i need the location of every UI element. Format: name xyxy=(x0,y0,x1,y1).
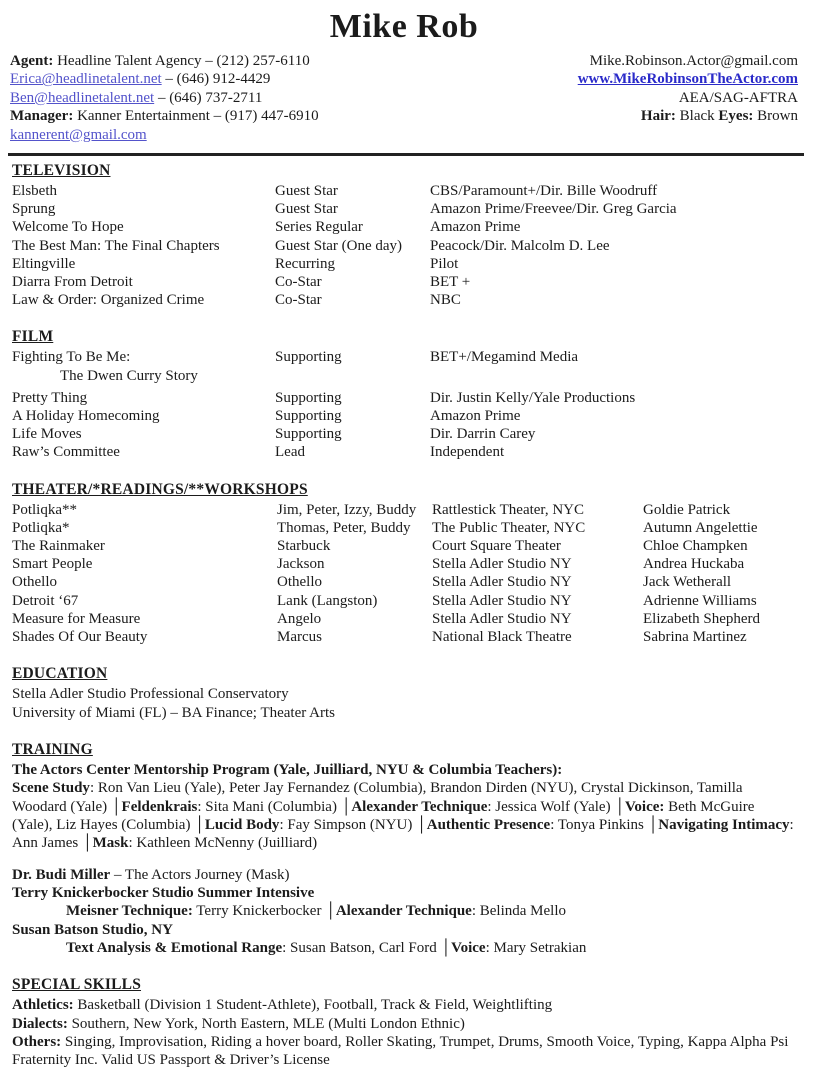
athletics-text: Basketball (Division 1 Student-Athlete), Football, Track & Field, Weightlifting xyxy=(73,997,553,1014)
section-special-skills xyxy=(10,976,798,1070)
theater-role: Jackson xyxy=(277,556,325,573)
theater-role: Angelo xyxy=(277,610,322,627)
manager-line xyxy=(10,107,319,125)
film-studio: Dir. Justin Kelly/Yale Productions xyxy=(430,389,636,406)
film-studio: Amazon Prime xyxy=(430,408,521,425)
theater-heading: THEATER/*READINGS/**WORKSHOPS xyxy=(12,480,308,498)
theater-director: Goldie Patrick xyxy=(643,501,731,518)
tv-row xyxy=(10,255,798,273)
theater-title: Shades Of Our Beauty xyxy=(12,629,148,646)
others-line xyxy=(10,1033,798,1070)
agent-email-line xyxy=(10,70,319,88)
header-divider xyxy=(8,153,804,156)
film-role: Lead xyxy=(275,444,305,461)
section-education xyxy=(10,665,798,721)
athletics-line xyxy=(10,996,798,1014)
tv-title: Elsbeth xyxy=(12,183,57,200)
training-label: Authentic Presence xyxy=(426,816,551,833)
training-text: : Kathleen McNenny (Juilliard) xyxy=(128,835,318,852)
tv-title: The Best Man: The Final Chapters xyxy=(12,237,220,254)
film-studio: BET+/Megamind Media xyxy=(430,349,579,366)
training-label: Lucid Body xyxy=(204,816,280,833)
theater-director: Chloe Champken xyxy=(643,538,748,555)
section-theater xyxy=(10,481,798,647)
theater-venue: Stella Adler Studio NY xyxy=(432,592,572,609)
eyes-value: Brown xyxy=(753,108,798,125)
tv-row xyxy=(10,200,798,218)
training-program-title: The Actors Center Mentorship Program (Yale, Juilliard, NYU & Columbia Teachers): xyxy=(12,761,563,778)
alexander-label: Alexander Technique xyxy=(335,903,472,920)
tv-role: Co-Star xyxy=(275,292,322,309)
voice-text: : Mary Setrakian xyxy=(485,939,587,956)
section-training xyxy=(10,741,798,957)
training-text: : Fay Simpson (NYU) │ xyxy=(279,816,427,833)
tv-row xyxy=(10,182,798,200)
manager-label: Manager: xyxy=(10,108,74,125)
meisner-text: Terry Knickerbocker │ xyxy=(192,903,336,920)
training-label: Alexander Technique xyxy=(351,798,488,815)
tv-title: Eltingville xyxy=(12,255,76,272)
manager-email-line xyxy=(10,126,319,144)
tv-network: NBC xyxy=(430,292,461,309)
spacer xyxy=(10,853,798,866)
ben-email-link[interactable]: Ben@headlinetalent.net xyxy=(10,89,155,106)
training-text: : Tonya Pinkins │ xyxy=(550,816,659,833)
film-role: Supporting xyxy=(275,349,342,366)
theater-role: Lank (Langston) xyxy=(277,592,378,609)
theater-title: Smart People xyxy=(12,556,93,573)
film-heading: FILM xyxy=(12,328,54,346)
training-text: : Sita Mani (Columbia) │ xyxy=(197,798,352,815)
special-skills-heading: SPECIAL SKILLS xyxy=(12,976,142,994)
text-analysis-text: : Susan Batson, Carl Ford │ xyxy=(282,939,452,956)
theater-row xyxy=(10,592,798,610)
training-label: Feldenkrais xyxy=(121,798,198,815)
theater-role: Thomas, Peter, Buddy xyxy=(277,519,411,536)
theater-row xyxy=(10,537,798,555)
tv-title: Diarra From Detroit xyxy=(12,274,133,291)
others-text: Singing, Improvisation, Riding a hover board, Roller Skating, Trumpet, Drums, Smooth Voice, Typing, Kappa Alpha Psi Fraternity Inc. Valid US Passport & Driver’s License xyxy=(12,1033,789,1069)
others-label: Others: xyxy=(12,1033,62,1050)
education-line: Stella Adler Studio Professional Conservatory xyxy=(12,686,289,703)
tv-row xyxy=(10,291,798,309)
theater-venue: Stella Adler Studio NY xyxy=(432,574,572,591)
dialects-text: Southern, New York, North Eastern, MLE (Multi London Ethnic) xyxy=(67,1015,465,1032)
agent-email-line-2 xyxy=(10,89,319,107)
dialects-line xyxy=(10,1015,798,1033)
kanner-email-link[interactable]: kannerent@gmail.com xyxy=(10,126,147,143)
terry-studio-title: Terry Knickerbocker Studio Summer Intensive xyxy=(12,884,315,901)
film-row xyxy=(10,443,798,461)
theater-director: Adrienne Williams xyxy=(643,592,757,609)
theater-director: Elizabeth Shepherd xyxy=(643,610,761,627)
eyes-label: Eyes: xyxy=(718,108,754,125)
film-role: Supporting xyxy=(275,408,342,425)
ben-phone: – (646) 737-2711 xyxy=(154,89,263,106)
voice-label: Voice xyxy=(451,939,486,956)
tv-title: Welcome To Hope xyxy=(12,219,124,236)
theater-venue: Court Square Theater xyxy=(432,538,561,555)
theater-row xyxy=(10,610,798,628)
meisner-label: Meisner Technique: xyxy=(66,903,193,920)
theater-venue: The Public Theater, NYC xyxy=(432,519,586,536)
erica-email-link[interactable]: Erica@headlinetalent.net xyxy=(10,71,162,88)
tv-network: CBS/Paramount+/Dir. Bille Woodruff xyxy=(430,183,658,200)
agent-text: Headline Talent Agency – (212) 257-6110 xyxy=(53,53,310,69)
tv-role: Guest Star xyxy=(275,183,338,200)
tv-row xyxy=(10,237,798,255)
film-studio: Independent xyxy=(430,444,505,461)
theater-row xyxy=(10,519,798,537)
theater-title: Measure for Measure xyxy=(12,610,141,627)
athletics-label: Athletics: xyxy=(12,997,74,1014)
film-row xyxy=(10,407,798,425)
contact-right xyxy=(578,52,798,144)
film-row xyxy=(10,389,798,407)
training-text: : Ann James │ xyxy=(12,816,794,852)
film-role: Supporting xyxy=(275,389,342,406)
manager-text: Kanner Entertainment – (917) 447-6910 xyxy=(73,108,319,125)
training-label: Mask xyxy=(92,835,129,852)
tv-title: Sprung xyxy=(12,201,56,218)
section-film xyxy=(10,328,798,461)
hair-value: Black xyxy=(675,108,719,125)
education-line: University of Miami (FL) – BA Finance; Theater Arts xyxy=(12,704,336,721)
theater-role: Marcus xyxy=(277,629,322,646)
theater-director: Sabrina Martinez xyxy=(643,629,747,646)
alexander-text: : Belinda Mello xyxy=(471,903,566,920)
film-title: Fighting To Be Me: The Dwen Curry Story xyxy=(10,348,273,384)
theater-director: Jack Wetherall xyxy=(643,574,732,591)
film-row xyxy=(10,348,798,384)
film-studio: Dir. Darrin Carey xyxy=(430,426,536,443)
contact-left xyxy=(10,52,319,144)
theater-title: Potliqka** xyxy=(12,501,78,518)
hair-eyes-line xyxy=(578,107,798,125)
training-label: Scene Study xyxy=(12,780,90,797)
actor-email: Mike.Robinson.Actor@gmail.com xyxy=(589,53,798,69)
hair-label: Hair: xyxy=(640,108,676,125)
education-heading: EDUCATION xyxy=(12,665,108,683)
film-title: Pretty Thing xyxy=(12,389,88,406)
dialects-label: Dialects: xyxy=(12,1015,68,1032)
training-label: Voice: xyxy=(624,798,665,815)
film-title: A Holiday Homecoming xyxy=(12,408,160,425)
unions: AEA/SAG-AFTRA xyxy=(678,89,798,106)
television-heading: TELEVISION xyxy=(12,162,111,180)
contact-block xyxy=(10,52,798,144)
theater-role: Starbuck xyxy=(277,538,331,555)
training-heading: TRAINING xyxy=(12,740,93,758)
tv-network: Amazon Prime/Freevee/Dir. Greg Garcia xyxy=(430,201,677,218)
training-label: Navigating Intimacy xyxy=(658,816,790,833)
website-link[interactable]: www.MikeRobinsonTheActor.com xyxy=(577,71,798,88)
tv-role: Series Regular xyxy=(275,219,363,236)
meisner-line xyxy=(10,902,798,920)
theater-role: Jim, Peter, Izzy, Buddy xyxy=(277,501,417,518)
susan-batson-title: Susan Batson Studio, NY xyxy=(12,921,173,938)
film-title: Raw’s Committee xyxy=(12,444,120,461)
budi-miller-label: Dr. Budi Miller xyxy=(12,866,111,883)
training-text: : Ron Van Lieu (Yale), Peter Jay Fernandez (Columbia), Brandon Dirden (NYU), Crystal Dickinson, Tamilla Woodard (Yale) │ xyxy=(12,780,743,815)
theater-venue: National Black Theatre xyxy=(432,629,572,646)
tv-network: Amazon Prime xyxy=(430,219,521,236)
theater-title: Othello xyxy=(12,574,57,591)
tv-row xyxy=(10,218,798,236)
tv-network: Pilot xyxy=(430,255,459,272)
tv-row xyxy=(10,273,798,291)
theater-row xyxy=(10,501,798,519)
tv-title: Law & Order: Organized Crime xyxy=(12,292,205,309)
website-line xyxy=(578,70,798,88)
film-title: Life Moves xyxy=(12,426,82,443)
theater-role: Othello xyxy=(277,574,322,591)
susan-batson-line xyxy=(10,939,798,957)
tv-role: Co-Star xyxy=(275,274,322,291)
film-row xyxy=(10,425,798,443)
budi-miller-line xyxy=(10,866,798,884)
tv-network: BET + xyxy=(430,274,471,291)
page-title: Mike Rob xyxy=(329,8,479,45)
section-television xyxy=(10,162,798,309)
theater-venue: Rattlestick Theater, NYC xyxy=(432,501,584,518)
budi-miller-text: – The Actors Journey (Mask) xyxy=(110,866,290,883)
tv-role: Recurring xyxy=(275,255,335,272)
training-text: Beth McGuire (Yale), Liz Hayes (Columbia) │ xyxy=(12,798,755,833)
erica-phone: – (646) 912-4429 xyxy=(161,71,271,88)
theater-row xyxy=(10,573,798,591)
agent-line xyxy=(10,52,319,70)
theater-row xyxy=(10,555,798,573)
theater-title: Potliqka* xyxy=(12,519,70,536)
theater-director: Andrea Huckaba xyxy=(643,556,745,573)
theater-venue: Stella Adler Studio NY xyxy=(432,556,572,573)
film-title-line2: The Dwen Curry Story xyxy=(60,367,198,384)
film-role: Supporting xyxy=(275,426,342,443)
tv-role: Guest Star (One day) xyxy=(275,237,403,254)
text-analysis-label: Text Analysis & Emotional Range xyxy=(66,939,283,956)
theater-title: Detroit ‘67 xyxy=(12,592,79,609)
agent-label: Agent: xyxy=(10,53,54,69)
training-text: : Jessica Wolf (Yale) │ xyxy=(487,798,625,815)
tv-network: Peacock/Dir. Malcolm D. Lee xyxy=(430,237,610,254)
tv-role: Guest Star xyxy=(275,201,338,218)
training-faculty-paragraph xyxy=(10,779,798,853)
theater-director: Autumn Angelettie xyxy=(643,519,758,536)
theater-title: The Rainmaker xyxy=(12,538,105,555)
theater-venue: Stella Adler Studio NY xyxy=(432,610,572,627)
theater-row xyxy=(10,628,798,646)
